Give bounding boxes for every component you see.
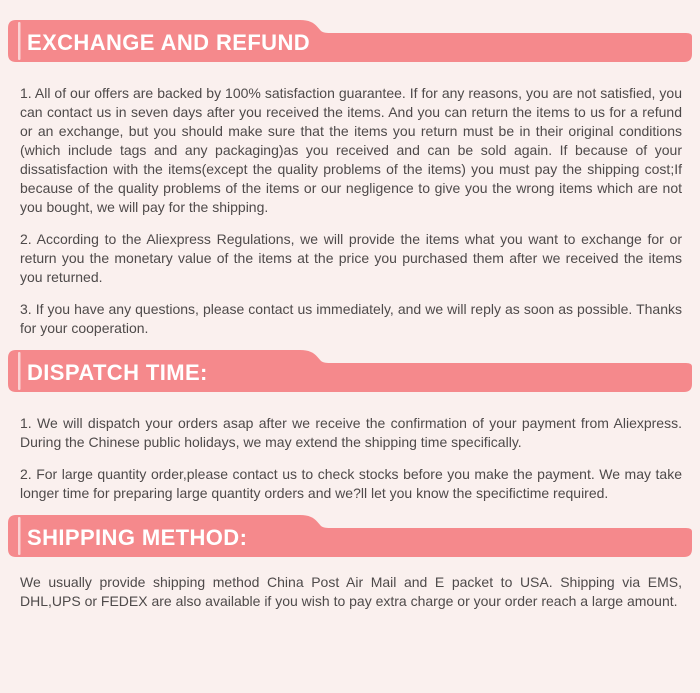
section-header-shipping-method <box>8 515 692 557</box>
policy-paragraph: 1. All of our offers are backed by 100% satisfaction guarantee. If for any reasons, you are not satisfied, you can contact us in seven days after you received the items. And you can return the items to us for a refund or an exchange, but you should make sure that the items you return must be in their original conditions (which include tags and any packaging)as you received and can be sold again. If because of your dissatisfaction with the items(except the quality problems of the items) you must pay the shipping cost;If because of the quality problems of the items or our negligence to give you the wrong items which are not you bought, we will pay for the shipping. <box>20 85 682 215</box>
policy-paragraph: 2. For large quantity order,please contact us to check stocks before you make the payment. We may take longer time for preparing large quantity orders and we?ll let you know the specifictime required. <box>20 466 682 501</box>
section-dispatch-time <box>0 350 700 515</box>
section-title-exchange-refund: EXCHANGE AND REFUND <box>27 29 311 55</box>
section-header-exchange-refund <box>8 20 692 62</box>
policy-paragraph: We usually provide shipping method China Post Air Mail and E packet to USA. Shipping via EMS, DHL,UPS or FEDEX are also available if you wish to pay extra charge or your order reach a large amount. <box>20 574 682 609</box>
policy-paragraph: 2. According to the Aliexpress Regulations, we will provide the items what you want to exchange for or return you the monetary value of the items at the price you purchased them after we received the items you returned. <box>20 231 682 285</box>
section-body-shipping-method <box>0 557 700 623</box>
section-title-dispatch-time: DISPATCH TIME: <box>27 359 208 385</box>
ribbon-accent-line <box>18 22 21 60</box>
section-body-exchange-refund <box>0 62 700 350</box>
section-header-dispatch-time <box>8 350 692 392</box>
section-shipping-method <box>0 515 700 623</box>
section-title-shipping-method: SHIPPING METHOD: <box>27 524 248 550</box>
policy-paragraph: 3. If you have any questions, please contact us immediately, and we will reply as soon as possible. Thanks for your cooperation. <box>20 301 682 336</box>
policy-paragraph: 1. We will dispatch your orders asap after we receive the confirmation of your payment from Aliexpress. During the Chinese public holidays, we may extend the shipping time specifically. <box>20 415 682 450</box>
ribbon-accent-line <box>18 352 21 390</box>
ribbon-accent-line <box>18 517 21 555</box>
section-exchange-refund <box>0 20 700 350</box>
section-body-dispatch-time <box>0 392 700 515</box>
